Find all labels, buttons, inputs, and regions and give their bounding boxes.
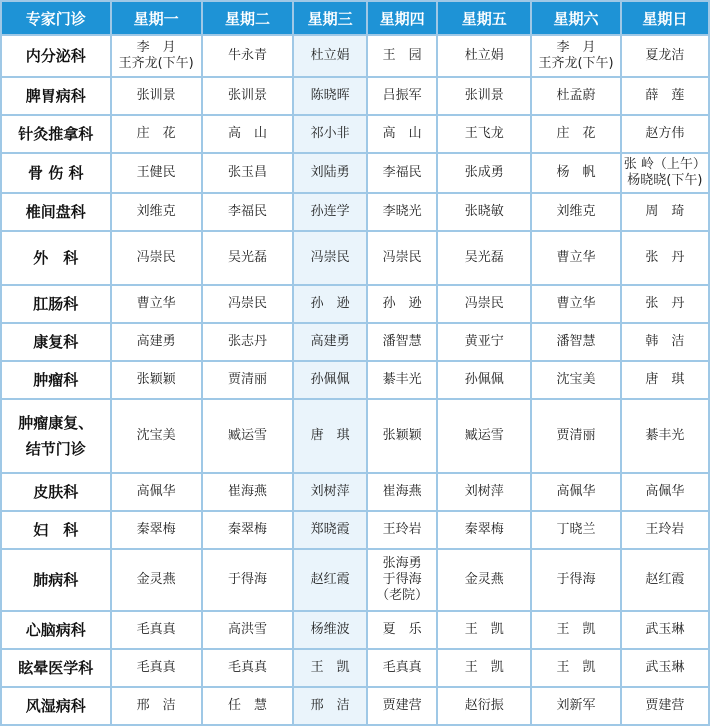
doctor-cell-saturday (532, 650, 619, 686)
doctor-name: 李 月 (136, 40, 176, 55)
department-name-line: 骨 伤 科 (28, 164, 84, 182)
doctor-name: 于得海 (227, 572, 267, 587)
department-name (2, 324, 110, 360)
department-name-line: 内分泌科 (25, 47, 86, 65)
doctor-cell-thursday (368, 550, 436, 610)
doctor-name: 王 凯 (464, 660, 504, 675)
doctor-name: 李福民 (227, 204, 267, 219)
doctor-name: 秦翠梅 (136, 522, 176, 537)
doctor-name: 杜孟蔚 (556, 88, 596, 103)
doctor-cell-friday (438, 650, 530, 686)
doctor-cell-friday (438, 232, 530, 284)
doctor-name: 李晓光 (382, 204, 422, 219)
doctor-cell-thursday (368, 324, 436, 360)
doctor-name: 杜立娟 (310, 48, 350, 63)
doctor-name: 刘维克 (556, 204, 596, 219)
department-name-line: 结节门诊 (25, 440, 86, 458)
doctor-name: 孙佩佩 (464, 372, 504, 387)
doctor-cell-saturday (532, 474, 619, 510)
table-row (2, 36, 708, 76)
doctor-name: 庄 花 (136, 126, 176, 141)
doctor-cell-friday (438, 550, 530, 610)
doctor-name: 任 慧 (227, 698, 267, 713)
doctor-cell-wednesday (294, 550, 366, 610)
department-name-line: 外 科 (33, 249, 79, 267)
department-name-line: 脾胃病科 (25, 87, 86, 105)
doctor-name: 贾建营 (645, 698, 685, 713)
doctor-name: 冯崇民 (310, 250, 350, 265)
doctor-name: （老院） (376, 588, 429, 603)
department-name (2, 286, 110, 322)
doctor-name: 孙 逊 (310, 296, 350, 311)
doctor-cell-wednesday (294, 116, 366, 152)
doctor-cell-friday (438, 474, 530, 510)
table-row (2, 194, 708, 230)
doctor-cell-thursday (368, 400, 436, 472)
doctor-name: 张训景 (227, 88, 267, 103)
doctor-cell-tuesday (203, 324, 292, 360)
header-tuesday: 星期二 (203, 2, 292, 34)
doctor-name: 张颖颖 (136, 372, 176, 387)
doctor-cell-tuesday (203, 116, 292, 152)
doctor-cell-monday (112, 650, 201, 686)
doctor-name: 王齐龙(下午) (538, 56, 614, 71)
department-name (2, 612, 110, 648)
doctor-name: 王 凯 (556, 622, 596, 637)
doctor-name: 王健民 (136, 165, 176, 180)
doctor-name: 张颖颖 (382, 428, 422, 443)
doctor-cell-sunday (622, 324, 708, 360)
doctor-name: 王 凯 (464, 622, 504, 637)
doctor-name: 沈宝美 (136, 428, 176, 443)
doctor-name: 刘维克 (136, 204, 176, 219)
doctor-cell-sunday (622, 400, 708, 472)
doctor-cell-thursday (368, 474, 436, 510)
department-name (2, 36, 110, 76)
doctor-cell-wednesday (294, 232, 366, 284)
doctor-name: 金灵燕 (464, 572, 504, 587)
table-row (2, 400, 708, 472)
doctor-cell-saturday (532, 612, 619, 648)
doctor-name: 王 凯 (310, 660, 350, 675)
department-name (2, 154, 110, 192)
doctor-cell-friday (438, 116, 530, 152)
doctor-name: 赵红霞 (310, 572, 350, 587)
doctor-name: 高建勇 (310, 334, 350, 349)
doctor-name: 王飞龙 (464, 126, 504, 141)
doctor-name: 王 凯 (556, 660, 596, 675)
doctor-cell-saturday (532, 400, 619, 472)
doctor-name: 张玉昌 (227, 165, 267, 180)
doctor-cell-saturday (532, 512, 619, 548)
doctor-name: 祁小非 (310, 126, 350, 141)
doctor-cell-sunday (622, 154, 708, 192)
doctor-cell-sunday (622, 688, 708, 724)
doctor-name: 张晓敏 (464, 204, 504, 219)
department-name-line: 皮肤科 (33, 483, 79, 501)
doctor-name: 曹立华 (556, 250, 596, 265)
doctor-cell-friday (438, 688, 530, 724)
department-name-line: 肿瘤科 (33, 371, 79, 389)
doctor-cell-saturday (532, 286, 619, 322)
table-row (2, 650, 708, 686)
doctor-cell-thursday (368, 194, 436, 230)
doctor-cell-thursday (368, 512, 436, 548)
department-name (2, 650, 110, 686)
doctor-name: 周 琦 (645, 204, 685, 219)
doctor-name: 毛真真 (382, 660, 422, 675)
doctor-name: 高洪雪 (227, 622, 267, 637)
doctor-cell-wednesday (294, 78, 366, 114)
doctor-cell-saturday (532, 154, 619, 192)
doctor-name: 夏 乐 (382, 622, 422, 637)
doctor-cell-sunday (622, 550, 708, 610)
doctor-cell-wednesday (294, 286, 366, 322)
header-sunday: 星期日 (622, 2, 708, 34)
doctor-cell-tuesday (203, 474, 292, 510)
doctor-cell-monday (112, 612, 201, 648)
doctor-name: 高 山 (382, 126, 422, 141)
table-row (2, 78, 708, 114)
doctor-cell-saturday (532, 688, 619, 724)
doctor-name: 陈晓晖 (310, 88, 350, 103)
department-name (2, 474, 110, 510)
doctor-name: 臧运雪 (227, 428, 267, 443)
department-name-line: 肿瘤康复、 (18, 414, 94, 432)
doctor-cell-saturday (532, 36, 619, 76)
doctor-name: 金灵燕 (136, 572, 176, 587)
doctor-cell-monday (112, 78, 201, 114)
doctor-name: 于得海 (382, 572, 422, 587)
doctor-cell-saturday (532, 324, 619, 360)
doctor-cell-friday (438, 400, 530, 472)
doctor-cell-friday (438, 512, 530, 548)
doctor-cell-tuesday (203, 232, 292, 284)
doctor-cell-thursday (368, 78, 436, 114)
doctor-cell-tuesday (203, 550, 292, 610)
doctor-cell-saturday (532, 194, 619, 230)
header-wednesday: 星期三 (294, 2, 366, 34)
doctor-cell-thursday (368, 612, 436, 648)
doctor-name: 孙连学 (310, 204, 350, 219)
table-row (2, 550, 708, 610)
table-row (2, 512, 708, 548)
doctor-name: 冯崇民 (227, 296, 267, 311)
doctor-cell-sunday (622, 362, 708, 398)
doctor-name: 高佩华 (556, 484, 596, 499)
doctor-name: 潘智慧 (556, 334, 596, 349)
doctor-cell-saturday (532, 78, 619, 114)
doctor-cell-monday (112, 362, 201, 398)
doctor-cell-friday (438, 154, 530, 192)
doctor-cell-tuesday (203, 286, 292, 322)
department-name (2, 194, 110, 230)
table-row (2, 116, 708, 152)
doctor-name: 曹立华 (556, 296, 596, 311)
doctor-name: 秦翠梅 (227, 522, 267, 537)
doctor-name: 臧运雪 (464, 428, 504, 443)
doctor-cell-friday (438, 362, 530, 398)
doctor-name: 王 园 (382, 48, 422, 63)
doctor-name: 郑晓霞 (310, 522, 350, 537)
doctor-name: 薛 莲 (645, 88, 685, 103)
doctor-name: 王玲岩 (645, 522, 685, 537)
doctor-cell-thursday (368, 232, 436, 284)
doctor-name: 李福民 (382, 165, 422, 180)
doctor-cell-monday (112, 232, 201, 284)
department-name-line: 康复科 (33, 333, 79, 351)
doctor-name: 赵红霞 (645, 572, 685, 587)
doctor-name: 张 丹 (645, 250, 685, 265)
doctor-cell-wednesday (294, 324, 366, 360)
doctor-name: 韩 洁 (645, 334, 685, 349)
doctor-cell-tuesday (203, 36, 292, 76)
department-name-line: 心脑病科 (25, 621, 86, 639)
table-row (2, 324, 708, 360)
doctor-cell-monday (112, 286, 201, 322)
doctor-name: 牛永青 (227, 48, 267, 63)
doctor-name: 邢 洁 (310, 698, 350, 713)
doctor-name: 綦丰光 (645, 428, 685, 443)
department-name-line: 肺病科 (33, 571, 79, 589)
doctor-name: 孙 逊 (382, 296, 422, 311)
header-dept: 专家门诊 (2, 2, 110, 34)
department-name (2, 362, 110, 398)
doctor-cell-thursday (368, 286, 436, 322)
department-name (2, 550, 110, 610)
doctor-name: 冯崇民 (464, 296, 504, 311)
doctor-name: 刘陆勇 (310, 165, 350, 180)
doctor-cell-wednesday (294, 154, 366, 192)
department-name-line: 眩晕医学科 (18, 659, 94, 677)
doctor-name: 李 月 (556, 40, 596, 55)
doctor-cell-tuesday (203, 650, 292, 686)
doctor-cell-sunday (622, 232, 708, 284)
doctor-cell-tuesday (203, 400, 292, 472)
doctor-name: 张海勇 (382, 556, 422, 571)
department-name (2, 116, 110, 152)
doctor-name: 武玉琳 (645, 660, 685, 675)
doctor-cell-sunday (622, 78, 708, 114)
header-thursday: 星期四 (368, 2, 436, 34)
doctor-cell-tuesday (203, 78, 292, 114)
doctor-name: 唐 琪 (310, 428, 350, 443)
doctor-cell-sunday (622, 36, 708, 76)
doctor-name: 高佩华 (645, 484, 685, 499)
doctor-name: 庄 花 (556, 126, 596, 141)
department-name-line: 椎间盘科 (25, 203, 86, 221)
doctor-cell-monday (112, 474, 201, 510)
table-row (2, 154, 708, 192)
doctor-name: 张 岭（上午） (623, 157, 706, 172)
doctor-cell-friday (438, 78, 530, 114)
doctor-cell-saturday (532, 116, 619, 152)
doctor-name: 毛真真 (227, 660, 267, 675)
doctor-name: 刘树萍 (310, 484, 350, 499)
doctor-cell-sunday (622, 612, 708, 648)
doctor-name: 张 丹 (645, 296, 685, 311)
doctor-name: 唐 琪 (645, 372, 685, 387)
doctor-name: 高佩华 (136, 484, 176, 499)
doctor-cell-tuesday (203, 612, 292, 648)
doctor-name: 孙佩佩 (310, 372, 350, 387)
doctor-cell-monday (112, 116, 201, 152)
header-monday: 星期一 (112, 2, 201, 34)
doctor-cell-wednesday (294, 650, 366, 686)
doctor-cell-monday (112, 688, 201, 724)
doctor-name: 杨维波 (310, 622, 350, 637)
header-friday: 星期五 (438, 2, 530, 34)
doctor-name: 贾清丽 (227, 372, 267, 387)
doctor-cell-sunday (622, 474, 708, 510)
doctor-cell-monday (112, 512, 201, 548)
doctor-cell-wednesday (294, 362, 366, 398)
doctor-name: 崔海燕 (382, 484, 422, 499)
department-name (2, 232, 110, 284)
header-saturday: 星期六 (532, 2, 619, 34)
doctor-cell-monday (112, 36, 201, 76)
doctor-name: 吴光磊 (464, 250, 504, 265)
doctor-cell-sunday (622, 194, 708, 230)
department-name (2, 78, 110, 114)
doctor-name: 高建勇 (136, 334, 176, 349)
table-row (2, 232, 708, 284)
department-name (2, 688, 110, 724)
doctor-cell-saturday (532, 362, 619, 398)
department-name-line: 妇 科 (33, 521, 79, 539)
doctor-name: 张成勇 (464, 165, 504, 180)
doctor-cell-thursday (368, 688, 436, 724)
doctor-name: 吕振军 (382, 88, 422, 103)
doctor-name: 张训景 (464, 88, 504, 103)
doctor-cell-wednesday (294, 474, 366, 510)
doctor-cell-monday (112, 194, 201, 230)
doctor-name: 杨晓晓(下午) (627, 173, 703, 188)
doctor-cell-saturday (532, 232, 619, 284)
doctor-cell-wednesday (294, 512, 366, 548)
doctor-name: 黄亚宁 (464, 334, 504, 349)
doctor-name: 刘新军 (556, 698, 596, 713)
doctor-cell-tuesday (203, 194, 292, 230)
doctor-cell-thursday (368, 154, 436, 192)
doctor-name: 高 山 (227, 126, 267, 141)
doctor-cell-sunday (622, 116, 708, 152)
doctor-name: 崔海燕 (227, 484, 267, 499)
doctor-cell-monday (112, 154, 201, 192)
doctor-name: 张训景 (136, 88, 176, 103)
department-name (2, 400, 110, 472)
doctor-cell-thursday (368, 650, 436, 686)
doctor-name: 曹立华 (136, 296, 176, 311)
doctor-cell-saturday (532, 550, 619, 610)
table-row (2, 362, 708, 398)
department-name (2, 512, 110, 548)
doctor-cell-wednesday (294, 612, 366, 648)
doctor-cell-tuesday (203, 154, 292, 192)
header-row (2, 2, 708, 34)
table-row (2, 688, 708, 724)
doctor-name: 刘树萍 (464, 484, 504, 499)
department-name-line: 风湿病科 (25, 697, 86, 715)
doctor-name: 张志丹 (227, 334, 267, 349)
doctor-cell-thursday (368, 116, 436, 152)
doctor-name: 毛真真 (136, 622, 176, 637)
doctor-name: 王齐龙(下午) (118, 56, 194, 71)
doctor-name: 赵方伟 (645, 126, 685, 141)
doctor-name: 綦丰光 (382, 372, 422, 387)
doctor-cell-sunday (622, 650, 708, 686)
doctor-cell-wednesday (294, 688, 366, 724)
doctor-name: 毛真真 (136, 660, 176, 675)
doctor-cell-friday (438, 612, 530, 648)
doctor-name: 王玲岩 (382, 522, 422, 537)
doctor-name: 潘智慧 (382, 334, 422, 349)
doctor-name: 吴光磊 (227, 250, 267, 265)
doctor-name: 冯崇民 (382, 250, 422, 265)
doctor-name: 贾建营 (382, 698, 422, 713)
department-name-line: 肛肠科 (33, 295, 79, 313)
doctor-cell-monday (112, 550, 201, 610)
doctor-name: 丁晓兰 (556, 522, 596, 537)
doctor-cell-tuesday (203, 512, 292, 548)
doctor-cell-thursday (368, 362, 436, 398)
doctor-cell-thursday (368, 36, 436, 76)
doctor-cell-tuesday (203, 688, 292, 724)
doctor-cell-monday (112, 324, 201, 360)
doctor-name: 杜立娟 (464, 48, 504, 63)
doctor-name: 邢 洁 (136, 698, 176, 713)
doctor-name: 于得海 (556, 572, 596, 587)
doctor-cell-tuesday (203, 362, 292, 398)
doctor-cell-wednesday (294, 36, 366, 76)
table-row (2, 612, 708, 648)
doctor-cell-sunday (622, 286, 708, 322)
doctor-cell-friday (438, 324, 530, 360)
doctor-name: 冯崇民 (136, 250, 176, 265)
doctor-cell-monday (112, 400, 201, 472)
department-name-line: 针灸推拿科 (18, 125, 94, 143)
doctor-cell-friday (438, 286, 530, 322)
doctor-name: 杨 帆 (556, 165, 596, 180)
doctor-name: 赵衍振 (464, 698, 504, 713)
doctor-name: 夏龙洁 (645, 48, 685, 63)
doctor-name: 秦翠梅 (464, 522, 504, 537)
doctor-cell-wednesday (294, 194, 366, 230)
doctor-cell-wednesday (294, 400, 366, 472)
doctor-name: 贾清丽 (556, 428, 596, 443)
doctor-cell-friday (438, 36, 530, 76)
doctor-name: 武玉琳 (645, 622, 685, 637)
doctor-cell-friday (438, 194, 530, 230)
doctor-name: 沈宝美 (556, 372, 596, 387)
doctor-cell-sunday (622, 512, 708, 548)
table-row (2, 286, 708, 322)
table-row (2, 474, 708, 510)
